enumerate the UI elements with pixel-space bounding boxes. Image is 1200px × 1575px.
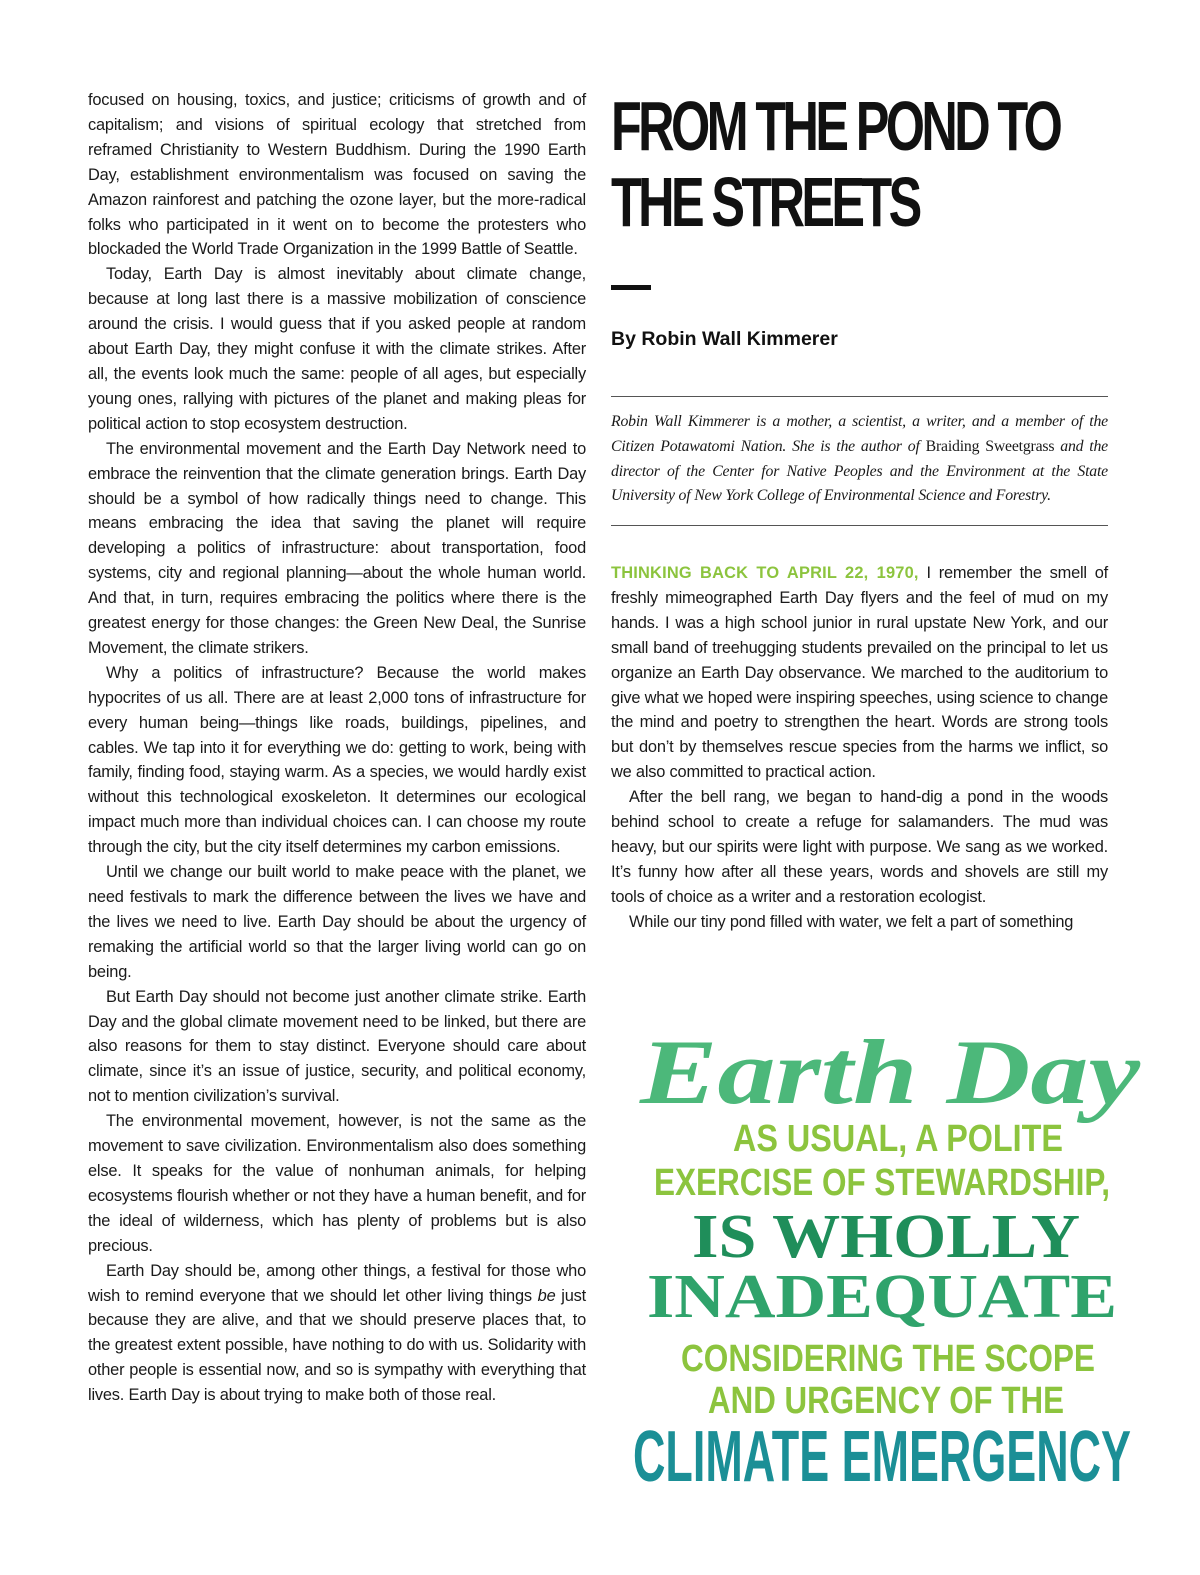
- bio-text-before: Robin Wall Kimmerer is a mother, a scientist, a writer, and a member of the Citizen Potawatomi Nation. She is the author of: [611, 413, 1108, 455]
- left-paragraph-1: focused on housing, toxics, and justice; criticisms of growth and of capitalism; and visions of spiritual ecology that stretched from reframed Christianity to Western Buddhism. During the 1990 Earth Day, establishment environmentalism was focused on saving the Amazon rainforest and patching the ozone layer, but the more-radical folks who participated in it went on to become the protesters who blockaded the World Trade Organization in the 1999 Battle of Seattle.: [88, 91, 586, 259]
- earth-day-lettering-artwork: [630, 1025, 1150, 1495]
- story-paragraph-1-rest: I remember the smell of freshly mimeographed Earth Day flyers and the feel of mud on my hands. I was a high school junior in rural upstate New York, and our small band of treehugging students prevailed on the principal to let us organize an Earth Day observance. We marched to the auditorium to give what we hoped were inspiring speeches, using science to change the mind and poetry to strengthen the heart. Words are strong tools but don’t by themselves rescue species from the harms we inflict, so we also committed to practical action.: [611, 564, 1108, 782]
- art-title: Earth Day: [638, 1025, 1142, 1123]
- art-line-6: AND URGENCY OF THE: [708, 1380, 1064, 1422]
- lead-in: THINKING BACK TO APRIL 22, 1970,: [611, 564, 919, 582]
- byline: By Robin Wall Kimmerer: [611, 328, 838, 350]
- left-paragraph-8-before: Earth Day should be, among other things, a festival for those who wish to remind everyone that we should let other living things: [88, 1261, 586, 1305]
- author-bio: [611, 396, 1108, 526]
- bio-text-after: and the director of the Center for Native Peoples and the Environment at the State University of New York College of Environmental Science and Forestry.: [611, 437, 1108, 505]
- headline-divider: [611, 285, 651, 290]
- article-headline: [611, 87, 1060, 241]
- left-paragraph-8-after: just because they are alive, and that we should preserve places that, to the greatest extent possible, have nothing to do with us. Solidarity with other people is essential now, and so is sympathy with everything that lives. Earth Day is about trying to make both of those real.: [88, 1286, 586, 1405]
- story-paragraph-1: [611, 561, 1108, 785]
- art-line-4: INADEQUATE: [647, 1263, 1117, 1331]
- left-paragraph-6: But Earth Day should not become just another climate strike. Earth Day and the global climate movement need to be linked, but there are also reasons for them to stay distinct. Everyone should care about climate, since it’s an issue of justice, security, and political economy, not to mention civilization’s survival.: [88, 987, 586, 1106]
- left-paragraph-8: [88, 1259, 586, 1408]
- art-line-7: CLIMATE EMERGENCY: [633, 1417, 1131, 1495]
- art-line-2: EXERCISE OF STEWARDSHIP,: [654, 1162, 1110, 1204]
- left-paragraph-5: Until we change our built world to make peace with the planet, we need festivals to mark the difference between the lives we have and the lives we need to live. Earth Day should be about the urgency of remaking the artificial world so that the larger living world can go on being.: [88, 863, 586, 981]
- bio-book-title: Braiding Sweetgrass: [925, 437, 1055, 455]
- left-paragraph-8-emph: be: [537, 1286, 556, 1305]
- art-line-3: IS WHOLLY: [692, 1203, 1080, 1271]
- story-paragraph-2: After the bell rang, we began to hand-dig a pond in the woods behind school to create a refuge for salamanders. The mud was heavy, but our spirits were light with purpose. We sang as we worked. It’s funny how after all these years, words and shovels are still my tools of choice as a writer and a restoration ecologist.: [611, 788, 1108, 906]
- left-paragraph-3: The environmental movement and the Earth Day Network need to embrace the reinvention that the climate generation brings. Earth Day should be a symbol of how radically things need to change. This means embracing the idea that saving the planet will require developing a politics of infrastructure: about transportation, food systems, city and regional planning—about the whole human world. And that, in turn, requires embracing the politics where there is the greatest energy for those changes: the Green New Deal, the Sunrise Movement, the climate strikers.: [88, 439, 586, 657]
- headline-line-1: FROM THE POND TO: [611, 87, 1060, 165]
- story-paragraph-3: While our tiny pond filled with water, we felt a part of something: [629, 912, 1074, 931]
- art-line-1: AS USUAL, A POLITE: [733, 1118, 1063, 1160]
- left-paragraph-2: Today, Earth Day is almost inevitably about climate change, because at long last there is a massive mobilization of conscience around the crisis. I would guess that if you asked people at random about Earth Day, they might confuse it with the climate strikes. After all, the events look much the same: people of all ages, but especially young ones, rallying with pictures of the planet and making pleas for political action to stop ecosystem destruction.: [88, 265, 586, 433]
- left-paragraph-4: Why a politics of infrastructure? Because the world makes hypocrites of us all. There are at least 2,000 tons of infrastructure for every human being—things like roads, buildings, pipelines, and cables. We tap into it for everything we do: getting to work, being with family, finding food, staying warm. As a species, we would hardly exist without this technological exoskeleton. It determines our ecological impact much more than individual choices can. I can choose my route through the city, but the city itself determines my carbon emissions.: [88, 663, 586, 857]
- left-column: [88, 88, 586, 1408]
- left-paragraph-7: The environmental movement, however, is not the same as the movement to save civilization. Environmentalism also does something else. It speaks for the value of nonhuman animals, for helping ecosystems flourish whether or not they have a human benefit, and for the ideal of wilderness, which has plenty of problems but is also precious.: [88, 1112, 586, 1255]
- art-line-5: CONSIDERING THE SCOPE: [681, 1338, 1095, 1380]
- article-body: [611, 561, 1108, 935]
- right-column: [611, 87, 1108, 931]
- headline-line-2: THE STREETS: [611, 163, 919, 241]
